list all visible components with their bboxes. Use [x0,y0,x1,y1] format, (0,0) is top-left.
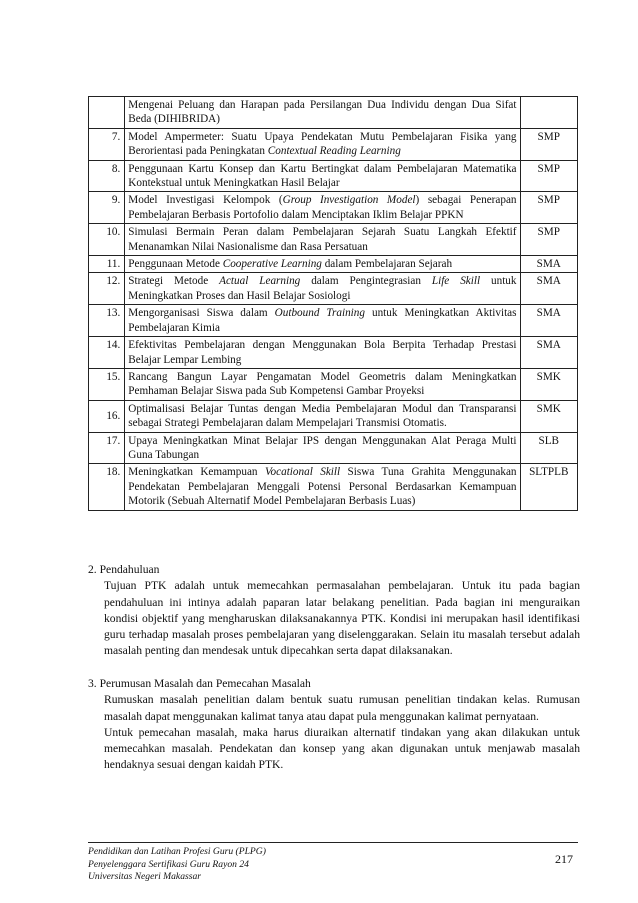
italic-term: Actual Learning [219,275,301,288]
section-heading: 3. Perumusan Masalah dan Pemecahan Masalah [88,677,311,690]
row-number: 7. [89,128,125,160]
table-row [89,400,578,432]
row-number [89,97,125,129]
title-fragment: Meningkatkan Kemampuan [128,466,265,479]
row-title [125,128,520,160]
table-row [89,256,578,273]
table-row [89,432,578,464]
table-row [89,305,578,337]
section-paragraph: Tujuan PTK adalah untuk memecahkan permasalahan pembelajaran. Untuk itu pada bagian pendahuluan ini intinya adalah paparan latar belakang penelitian. Pada bagian ini menguraikan kondisi objektif yang mengharuskan dilaksanakannya PTK. Kondisi ini merupakan hasil identifikasi guru terhadap masalah proses pembelajaran yang diselenggarakan. Selain itu masalah tersebut adalah masalah penting dan mendesak untuk dipecahkan serta dapat dilaksanakan. [104,579,580,658]
section-paragraph: Rumuskan masalah penelitian dalam bentuk suatu rumusan penelitian tindakan kelas. Rumusan masalah dapat menggunakan kalimat tanya atau dapat pula menggunakan kalimat pernyataan. [104,693,580,723]
school-level: SLB [520,432,577,464]
table-row [89,192,578,224]
row-number: 10. [89,224,125,256]
row-title [125,464,520,510]
footer-line-1: Pendidikan dan Latihan Profesi Guru (PLPG) [88,846,266,857]
table-row [89,160,578,192]
row-number: 12. [89,273,125,305]
page-number: 217 [555,852,573,866]
footer-line-3: Universitas Negeri Makassar [88,871,201,883]
title-fragment: Penggunaan Metode [128,258,223,271]
ptk-title-table [88,96,578,511]
italic-term: Contextual Reading Learning [267,145,401,158]
italic-term: Vocational Skill [264,466,341,479]
section-paragraph: Untuk pemecahan masalah, maka harus diuraikan alternatif tindakan yang akan dilakukan untuk memecahkan masalah. Pendekatan dan konsep yang akan digunakan untuk menjawab masalah hendaknya sesuai dengan kaidah PTK. [104,725,580,772]
italic-term: Life Skill [431,275,481,288]
table-row [89,464,578,510]
row-number: 15. [89,368,125,400]
title-fragment: dalam Pembelajaran Sejarah [321,258,453,271]
row-number: 8. [89,160,125,192]
school-level: SMK [520,400,577,432]
footer-line-2: Penyelenggara Sertifikasi Guru Rayon 24 [88,858,249,870]
title-fragment: Siswa Tuna Grahita Menggunakan Pendekatan Pembelajaran Menggali Potensi Personal Berdasarkan Kemampuan Motorik (Sebuah Alternatif Model Pembelajaran Berbasis Luas) [128,466,517,508]
section-perumusan-masalah [88,676,580,774]
table-row [89,224,578,256]
table-row [89,368,578,400]
school-level: SLTPLB [520,464,577,510]
row-title: Penggunaan Kartu Konsep dan Kartu Bertingkat dalam Pembelajaran Matematika Kontekstual untuk Meningkatkan Hasil Belajar [125,160,520,192]
row-title: Upaya Meningkatkan Minat Belajar IPS dengan Menggunakan Alat Peraga Multi Guna Tabungan [125,432,520,464]
school-level: SMA [520,305,577,337]
row-number: 14. [89,337,125,369]
row-title [125,256,520,273]
table-row [89,337,578,369]
row-title: Mengenai Peluang dan Harapan pada Persilangan Dua Individu dengan Dua Sifat Beda (DIHIBRIDA) [125,97,520,129]
row-number: 16. [89,400,125,432]
school-level: SMA [520,337,577,369]
row-title: Simulasi Bermain Peran dalam Pembelajaran Sejarah Suatu Langkah Efektif Menanamkan Nilai Nasionalisme dan Rasa Persatuan [125,224,520,256]
table-row [89,128,578,160]
school-level: SMP [520,128,577,160]
title-fragment: untuk Meningkatkan Aktivitas Pembelajaran Kimia [128,307,517,334]
title-fragment: ) sebagai Penerapan Pembelajaran Berbasis Portofolio dalam Menciptakan Iklim Belajar PPKN [128,194,517,221]
title-fragment: Model Investigasi Kelompok ( [128,194,283,207]
footer-divider [88,842,578,843]
school-level [520,97,577,129]
section-pendahuluan [88,562,580,660]
section-heading: 2. Pendahuluan [88,563,160,576]
italic-term: Outbound Training [274,307,365,320]
school-level: SMP [520,160,577,192]
italic-term: Cooperative Learning [222,258,322,271]
italic-term: Group Investigation Model [282,194,416,207]
row-number: 9. [89,192,125,224]
row-number: 18. [89,464,125,510]
row-title: Efektivitas Pembelajaran dengan Menggunakan Bola Berpita Terhadap Prestasi Belajar Lempar Lembing [125,337,520,369]
row-title [125,273,520,305]
row-title [125,305,520,337]
school-level: SMP [520,224,577,256]
school-level: SMA [520,273,577,305]
row-number: 13. [89,305,125,337]
school-level: SMK [520,368,577,400]
school-level: SMP [520,192,577,224]
title-fragment: Mengorganisasi Siswa dalam [128,307,275,320]
title-fragment: Strategi Metode [128,275,220,288]
row-title: Rancang Bangun Layar Pengamatan Model Geometris dalam Meningkatkan Pemhaman Belajar Siswa pada Sub Kompetensi Gambar Proyeksi [125,368,520,400]
page-footer [88,846,266,884]
table-row [89,97,578,129]
title-fragment: Model Ampermeter: Suatu Upaya Pendekatan Mutu Pembelajaran Fisika yang Berorientasi pada Peningkatan [128,130,517,158]
row-title [125,192,520,224]
row-title: Optimalisasi Belajar Tuntas dengan Media Pembelajaran Modul dan Transparansi sebagai Strategi Pembelajaran dalam Mempelajari Transmisi Otomatis. [125,400,520,432]
row-number: 11. [89,256,125,273]
row-number: 17. [89,432,125,464]
table-row [89,273,578,305]
title-fragment: untuk Meningkatkan Proses dan Hasil Belajar Sosiologi [128,275,517,302]
title-fragment: dalam Pengintegrasian [300,275,432,288]
school-level: SMA [520,256,577,273]
